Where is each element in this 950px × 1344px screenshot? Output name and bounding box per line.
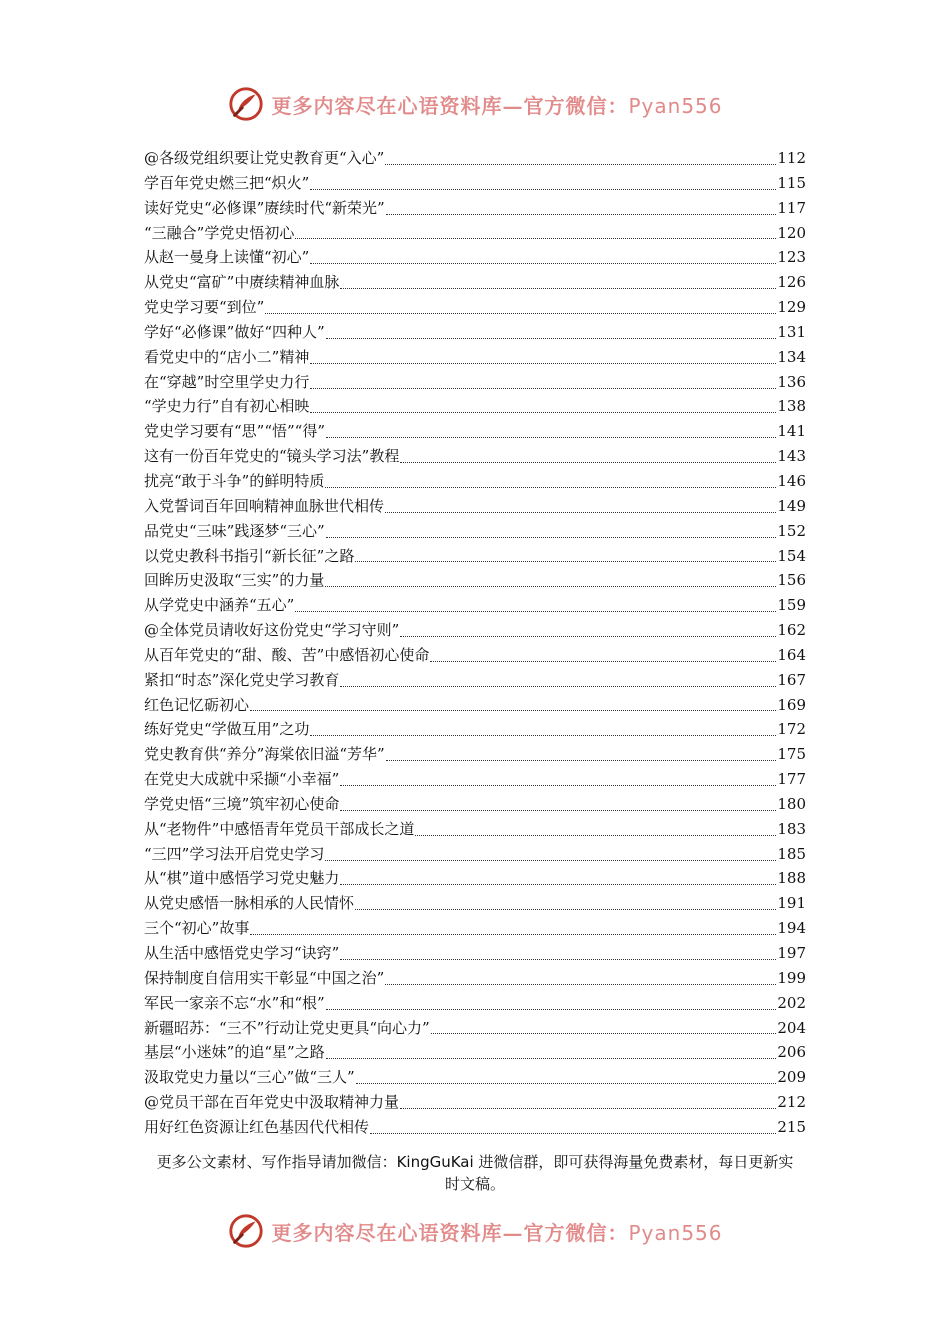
toc-leader-dots — [386, 760, 777, 761]
toc-entry-page-number: 138 — [777, 397, 806, 416]
toc-entry[interactable] — [144, 1090, 806, 1115]
toc-entry-title: 从“老物件”中感悟青年党员干部成长之道 — [144, 819, 415, 838]
toc-leader-dots — [340, 686, 776, 687]
toc-leader-dots — [310, 412, 776, 413]
toc-entry[interactable] — [144, 693, 806, 718]
toc-entry[interactable] — [144, 842, 806, 867]
toc-entry[interactable] — [144, 1065, 806, 1090]
toc-leader-dots — [250, 934, 776, 935]
toc-entry[interactable] — [144, 196, 806, 221]
toc-entry-page-number: 185 — [777, 844, 806, 863]
header-banner-text: 更多内容尽在心语资料库—官方微信：Pyan556 — [271, 93, 723, 118]
toc-entry[interactable] — [144, 792, 806, 817]
toc-entry[interactable] — [144, 370, 806, 395]
toc-entry-page-number: 146 — [777, 471, 806, 490]
toc-entry-page-number: 149 — [777, 496, 806, 515]
toc-leader-dots — [385, 512, 776, 513]
toc-entry-title: 从生活中感悟党史学习“诀窍” — [144, 944, 340, 962]
toc-leader-dots — [385, 164, 776, 165]
toc-entry-title: 入党誓词百年回响精神血脉世代相传 — [144, 496, 385, 515]
header-banner — [0, 84, 950, 124]
toc-entry[interactable] — [144, 419, 806, 444]
toc-leader-dots — [295, 238, 776, 239]
toc-leader-dots — [326, 437, 776, 438]
toc-entry-page-number: 215 — [777, 1117, 806, 1136]
toc-entry[interactable] — [144, 767, 806, 792]
toc-entry[interactable] — [144, 494, 806, 519]
toc-entry-title: 用好红色资源让红色基因代代相传 — [144, 1117, 370, 1136]
toc-leader-dots — [325, 586, 776, 587]
toc-entry[interactable] — [144, 245, 806, 270]
toc-entry-title: 从“棋”道中感悟学习党史魅力 — [144, 869, 340, 888]
toc-entry-title: @全体党员请收好这份党史“学习守则” — [144, 621, 400, 640]
toc-entry-page-number: 202 — [777, 993, 806, 1012]
toc-leader-dots — [400, 462, 776, 463]
toc-entry-page-number: 115 — [777, 173, 806, 192]
toc-entry-title: 看党史中的“店小二”精神 — [144, 347, 310, 366]
toc-leader-dots — [326, 537, 777, 538]
pen-heart-logo-icon — [227, 85, 265, 123]
toc-entry[interactable] — [144, 1115, 806, 1140]
toc-entry-title: 三个“初心”故事 — [144, 919, 250, 938]
toc-entry-page-number: 159 — [777, 596, 806, 615]
toc-entry-page-number: 136 — [777, 372, 806, 391]
toc-entry[interactable] — [144, 593, 806, 618]
toc-entry[interactable] — [144, 444, 806, 469]
toc-entry-title: 保持制度自信用实干彰显“中国之治” — [144, 968, 385, 987]
toc-entry-title: 读好党史“必修课”赓续时代“新荣光” — [144, 198, 385, 217]
toc-entry-title: 在党史大成就中采撷“小幸福” — [144, 770, 340, 789]
toc-entry[interactable] — [144, 1016, 806, 1041]
toc-entry-title: 品党史“三味”践逐梦“三心” — [144, 521, 325, 540]
toc-leader-dots — [355, 561, 776, 562]
toc-entry[interactable] — [144, 916, 806, 941]
toc-leader-dots — [385, 984, 776, 985]
toc-entry-page-number: 143 — [777, 447, 806, 466]
footer-wechat-id: Pyan556 — [628, 1220, 723, 1245]
toc-entry[interactable] — [144, 817, 806, 842]
toc-entry[interactable] — [144, 717, 806, 742]
toc-leader-dots — [400, 1108, 776, 1109]
toc-entry-page-number: 172 — [777, 720, 806, 739]
toc-leader-dots — [310, 189, 776, 190]
toc-entry[interactable] — [144, 668, 806, 693]
toc-leader-dots — [340, 785, 776, 786]
toc-entry-title: 学好“必修课”做好“四种人” — [144, 322, 325, 341]
toc-entry-title: 紧扣“时态”深化党史学习教育 — [144, 670, 340, 689]
toc-entry-title: 以党史教科书指引“新长征”之路 — [144, 546, 355, 565]
toc-entry-title: 从百年党史的“甜、酸、苦”中感悟初心使命 — [144, 645, 430, 664]
toc-entry-page-number: 123 — [777, 248, 806, 267]
promo-notice: 更多公文素材、写作指导请加微信：KingGuKai 进微信群，即可获得海量免费素材，每日更新实时文稿。 — [156, 1153, 794, 1193]
toc-entry[interactable] — [144, 146, 806, 171]
toc-entry-title: 这有一份百年党史的“镜头学习法”教程 — [144, 447, 400, 466]
toc-entry-page-number: 141 — [777, 422, 806, 441]
toc-entry-title: 新疆昭苏：“三不”行动让党史更具“向心力” — [144, 1018, 430, 1037]
toc-leader-dots — [340, 884, 776, 885]
toc-entry-page-number: 126 — [777, 273, 806, 292]
toc-leader-dots — [310, 263, 776, 264]
toc-entry-title: “三四”学习法开启党史学习 — [144, 844, 325, 863]
toc-entry[interactable] — [144, 618, 806, 643]
toc-entry-page-number: 175 — [777, 745, 806, 764]
toc-entry[interactable] — [144, 221, 806, 246]
toc-entry-page-number: 152 — [777, 521, 806, 540]
toc-entry-title: 在“穿越”时空里学史力行 — [144, 372, 310, 391]
toc-entry-page-number: 156 — [777, 571, 806, 590]
toc-entry[interactable] — [144, 568, 806, 593]
toc-entry-page-number: 117 — [777, 198, 806, 217]
toc-entry-title: 从党史感悟一脉相承的人民情怀 — [144, 894, 355, 913]
toc-entry-title: 扰亮“敢于斗争”的鲜明特质 — [144, 471, 325, 490]
toc-leader-dots — [415, 835, 776, 836]
toc-entry-title: 党史学习要有“思”“悟”“得” — [144, 422, 326, 441]
toc-entry-page-number: 209 — [777, 1068, 806, 1087]
toc-entry-page-number: 204 — [777, 1018, 806, 1037]
toc-entry-title: “学史力行”自有初心相映 — [144, 397, 310, 416]
table-of-contents — [144, 146, 806, 1140]
footer-banner — [0, 1211, 950, 1251]
toc-entry[interactable] — [144, 171, 806, 196]
toc-entry[interactable] — [144, 941, 806, 966]
toc-leader-dots — [325, 487, 776, 488]
toc-entry-page-number: 167 — [777, 670, 806, 689]
toc-entry[interactable] — [144, 345, 806, 370]
toc-entry[interactable] — [144, 270, 806, 295]
toc-entry-title: 从学党史中涵养“五心” — [144, 596, 295, 615]
toc-entry[interactable] — [144, 295, 806, 320]
toc-leader-dots — [340, 810, 776, 811]
toc-entry-page-number: 164 — [777, 645, 806, 664]
toc-entry-page-number: 191 — [777, 894, 806, 913]
toc-entry-title: 学百年党史燃三把“炽火” — [144, 173, 310, 192]
toc-leader-dots — [386, 214, 777, 215]
toc-entry-title: 练好党史“学做互用”之功 — [144, 720, 310, 739]
toc-entry-page-number: 212 — [777, 1093, 806, 1112]
toc-entry[interactable] — [144, 866, 806, 891]
toc-entry[interactable] — [144, 469, 806, 494]
toc-entry[interactable] — [144, 742, 806, 767]
toc-entry-page-number: 206 — [777, 1043, 806, 1062]
toc-entry-page-number: 197 — [777, 944, 806, 962]
toc-entry-title: “三融合”学党史悟初心 — [144, 223, 295, 242]
pen-heart-logo-icon — [227, 1212, 265, 1250]
toc-entry[interactable] — [144, 991, 806, 1016]
toc-entry-page-number: 188 — [777, 869, 806, 888]
toc-entry-page-number: 194 — [777, 919, 806, 938]
toc-leader-dots — [325, 860, 776, 861]
toc-entry-page-number: 199 — [777, 968, 806, 987]
toc-entry-page-number: 162 — [777, 621, 806, 640]
toc-entry-page-number: 131 — [777, 322, 806, 341]
toc-entry-title: @各级党组织要让党史教育更“入心” — [144, 149, 385, 167]
toc-entry[interactable] — [144, 1040, 806, 1065]
toc-entry-page-number: 129 — [777, 298, 806, 317]
toc-entry-title: 基层“小迷妹”的追“星”之路 — [144, 1043, 325, 1062]
toc-leader-dots — [310, 363, 776, 364]
toc-entry[interactable] — [144, 519, 806, 544]
toc-entry-page-number: 134 — [777, 347, 806, 366]
toc-entry-title: 党史学习要“到位” — [144, 298, 265, 317]
toc-entry-title: 军民一家亲不忘“水”和“根” — [144, 993, 325, 1012]
toc-entry[interactable] — [144, 643, 806, 668]
toc-entry-title: 从赵一曼身上读懂“初心” — [144, 248, 310, 267]
toc-leader-dots — [310, 388, 776, 389]
toc-leader-dots — [355, 909, 776, 910]
toc-entry-page-number: 183 — [777, 819, 806, 838]
toc-entry[interactable] — [144, 891, 806, 916]
toc-leader-dots — [340, 288, 776, 289]
toc-entry[interactable] — [144, 320, 806, 345]
toc-leader-dots — [400, 636, 776, 637]
toc-entry-page-number: 177 — [777, 770, 806, 789]
toc-entry-title: 学党史悟“三境”筑牢初心使命 — [144, 794, 340, 813]
toc-entry[interactable] — [144, 394, 806, 419]
toc-entry-title: 红色记忆砺初心 — [144, 695, 250, 714]
toc-leader-dots — [340, 959, 776, 960]
toc-leader-dots — [326, 338, 777, 339]
toc-entry-page-number: 154 — [777, 546, 806, 565]
toc-entry-page-number: 169 — [777, 695, 806, 714]
toc-leader-dots — [326, 1009, 777, 1010]
toc-entry-page-number: 180 — [777, 794, 806, 813]
toc-entry-page-number: 120 — [777, 223, 806, 242]
toc-leader-dots — [265, 313, 776, 314]
toc-entry-title: 从党史“富矿”中赓续精神血脉 — [144, 273, 340, 292]
toc-entry[interactable] — [144, 966, 806, 991]
toc-leader-dots — [431, 1033, 777, 1034]
toc-leader-dots — [326, 1058, 777, 1059]
toc-entry-title: 回眸历史汲取“三实”的力量 — [144, 571, 325, 590]
toc-leader-dots — [356, 1083, 777, 1084]
toc-entry[interactable] — [144, 544, 806, 569]
toc-leader-dots — [295, 611, 776, 612]
toc-entry-title: 党史教育供“养分”海棠依旧溢“芳华” — [144, 745, 385, 764]
toc-entry-page-number: 112 — [777, 149, 806, 167]
header-wechat-id: Pyan556 — [628, 93, 723, 118]
toc-leader-dots — [310, 735, 776, 736]
toc-entry-title: 汲取党史力量以“三心”做“三人” — [144, 1068, 355, 1087]
toc-leader-dots — [370, 1133, 776, 1134]
toc-entry-title: @党员干部在百年党史中汲取精神力量 — [144, 1093, 400, 1112]
footer-banner-text: 更多内容尽在心语资料库—官方微信：Pyan556 — [271, 1220, 723, 1245]
toc-leader-dots — [250, 710, 776, 711]
toc-leader-dots — [430, 661, 776, 662]
